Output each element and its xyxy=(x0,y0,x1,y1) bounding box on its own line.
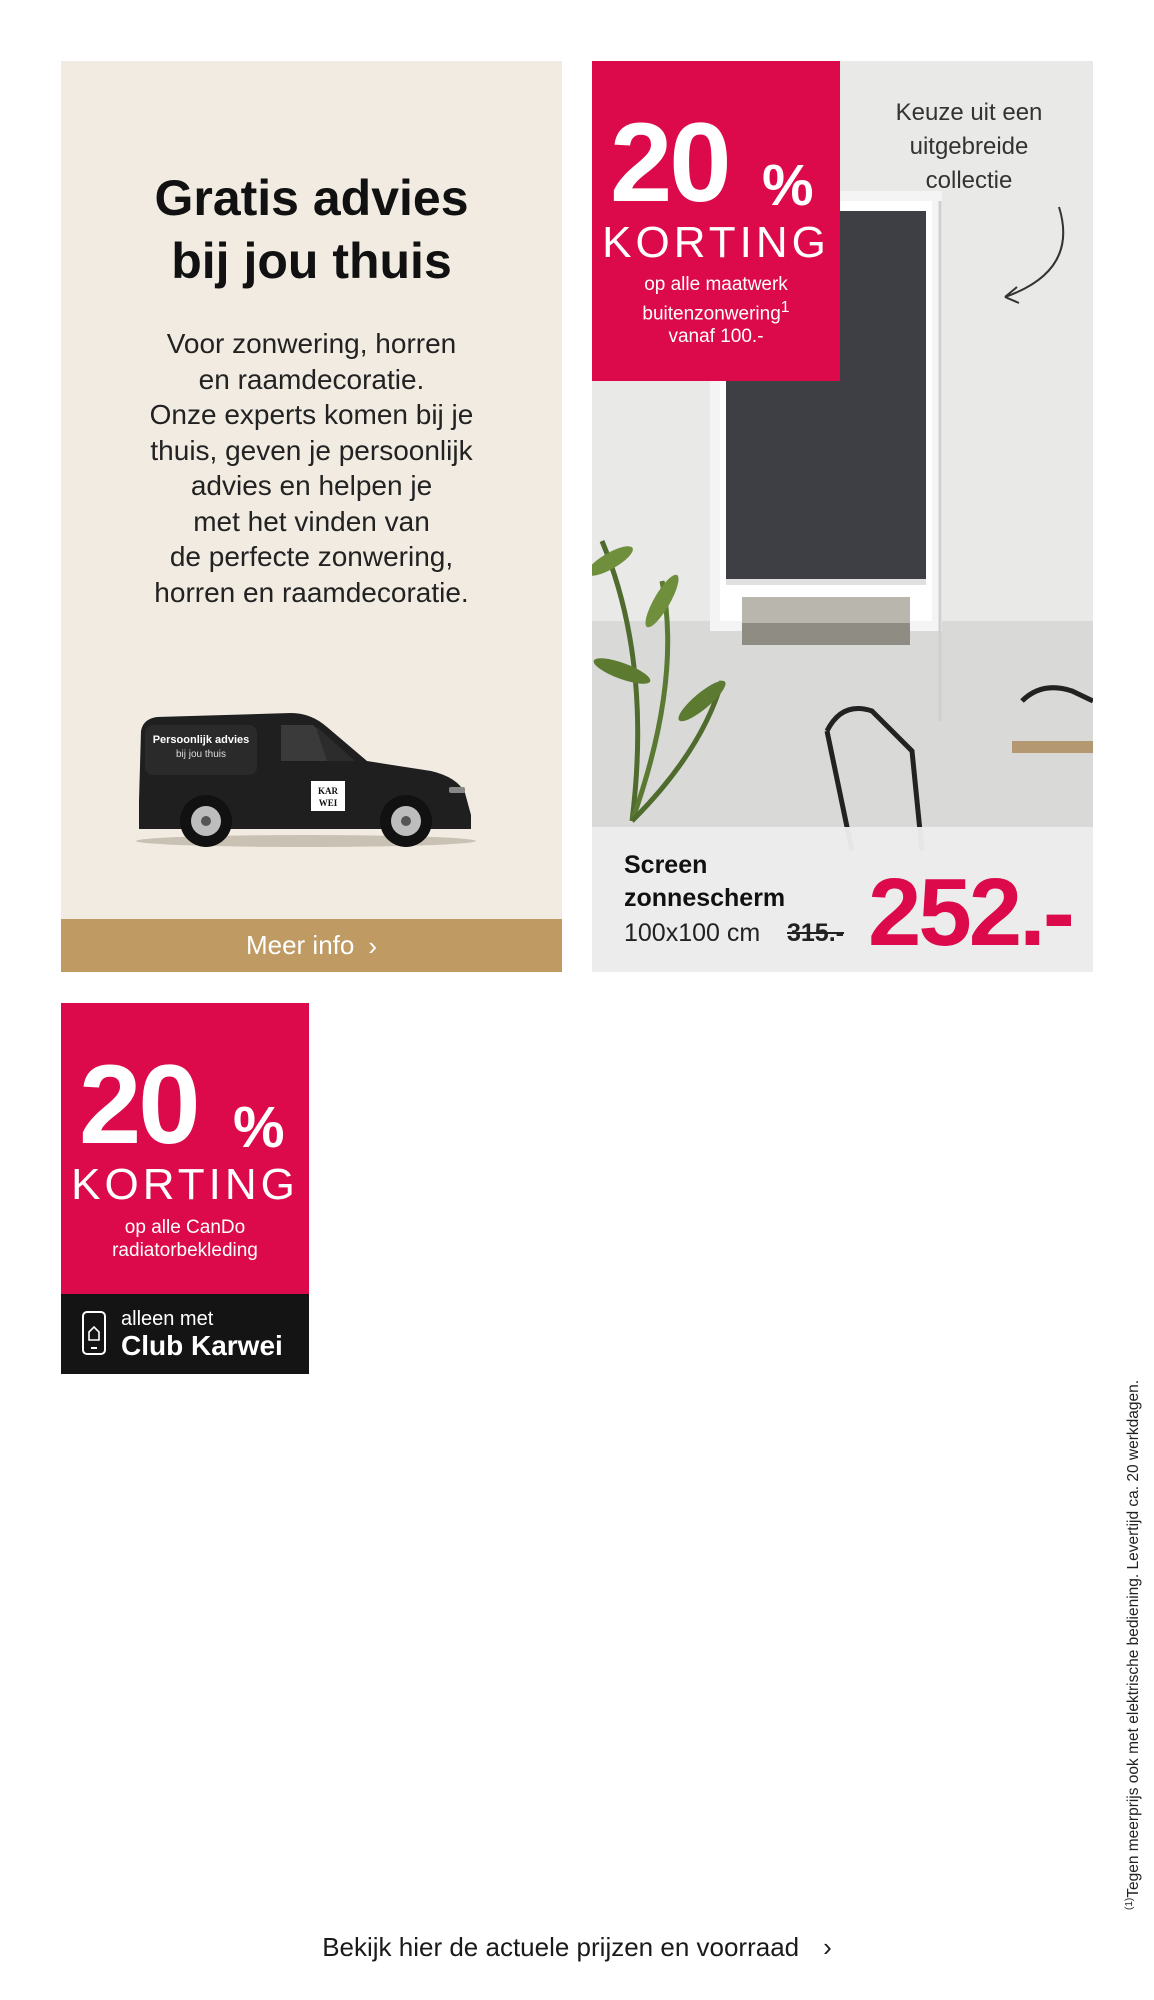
discount-description xyxy=(71,1216,299,1262)
van-slogan-line2: bij jou thuis xyxy=(175,749,227,760)
discount-number: 20 xyxy=(610,100,729,225)
old-price: 315.- xyxy=(787,919,844,947)
product-name xyxy=(624,849,844,915)
price-bar xyxy=(592,827,1093,972)
screen-product-card[interactable] xyxy=(592,61,1093,972)
footnote-marker: 1 xyxy=(780,299,790,316)
advice-title xyxy=(61,167,562,293)
collection-callout-line: collectie xyxy=(925,167,1013,194)
advice-description-line: Voor zonwering, horren xyxy=(166,328,457,359)
club-label-small: alleen met xyxy=(121,1308,214,1330)
advice-description-line: Onze experts komen bij je xyxy=(149,399,474,430)
discount-badge xyxy=(592,61,840,381)
discount-label: KORTING xyxy=(71,1160,299,1209)
collection-callout-line: uitgebreide xyxy=(909,133,1029,160)
footnote-marker: (1) xyxy=(1124,1897,1135,1910)
discount-percent: % xyxy=(762,153,814,218)
advice-description-line: thuis, geven je persoonlijk xyxy=(150,434,473,466)
club-label-big: Club Karwei xyxy=(121,1330,283,1361)
discount-description xyxy=(602,273,830,348)
curved-arrow-icon xyxy=(987,201,1077,311)
product-name-line: Screen xyxy=(624,851,708,879)
meer-info-button[interactable] xyxy=(61,919,562,972)
discount-description-line: op alle CanDo xyxy=(124,1217,246,1238)
advice-title-line: bij jou thuis xyxy=(171,233,452,289)
van-logo-line2: WEI xyxy=(318,798,338,808)
discount-number: 20 xyxy=(79,1042,198,1167)
chevron-right-icon: › xyxy=(368,930,378,961)
discount-percent: % xyxy=(233,1095,285,1160)
advice-description-line: de perfecte zonwering, xyxy=(169,541,454,572)
cando-discount-card[interactable] xyxy=(61,1003,309,1374)
advice-description-line: horren en raamdecoratie. xyxy=(154,576,469,608)
footnote-text: Tegen meerprijs ook met elektrische bediening. Levertijd ca. 20 werkdagen. xyxy=(1125,1379,1143,1898)
van-logo-line1: KAR xyxy=(318,786,338,796)
advice-card xyxy=(61,61,562,972)
advice-title-line: Gratis advies xyxy=(154,170,469,226)
collection-callout-line: Keuze uit een xyxy=(895,99,1043,126)
advice-description-line: advies en helpen je xyxy=(190,470,433,501)
meer-info-label: Meer info xyxy=(245,930,355,960)
product-size: 100x100 cm xyxy=(624,919,761,947)
advice-description-line: met het vinden van xyxy=(193,505,430,537)
delivery-van-image xyxy=(131,691,481,851)
advice-description-line: en raamdecoratie. xyxy=(198,363,425,395)
discount-description-line: radiatorbekleding xyxy=(112,1240,258,1261)
advice-description xyxy=(101,326,522,610)
discount-description-line xyxy=(602,296,830,325)
club-karwei-bar xyxy=(61,1294,309,1374)
prices-stock-link[interactable] xyxy=(0,1932,1154,1963)
discount-label: KORTING xyxy=(602,218,830,267)
product-name-line: zonnescherm xyxy=(624,884,786,912)
discount-description-line: op alle maatwerk xyxy=(644,274,788,295)
chevron-right-icon: › xyxy=(823,1932,832,1962)
discount-description-text: buitenzonwering xyxy=(642,303,781,325)
sale-price: 252.- xyxy=(868,859,1072,966)
van-slogan-line1: Persoonlijk advies xyxy=(152,734,250,746)
phone-icon xyxy=(81,1310,107,1356)
discount-description-line: vanaf 100.- xyxy=(668,326,764,348)
collection-callout xyxy=(869,96,1069,198)
footnote xyxy=(1124,1380,1143,1910)
prices-stock-link-label: Bekijk hier de actuele prijzen en voorraad xyxy=(322,1932,800,1962)
